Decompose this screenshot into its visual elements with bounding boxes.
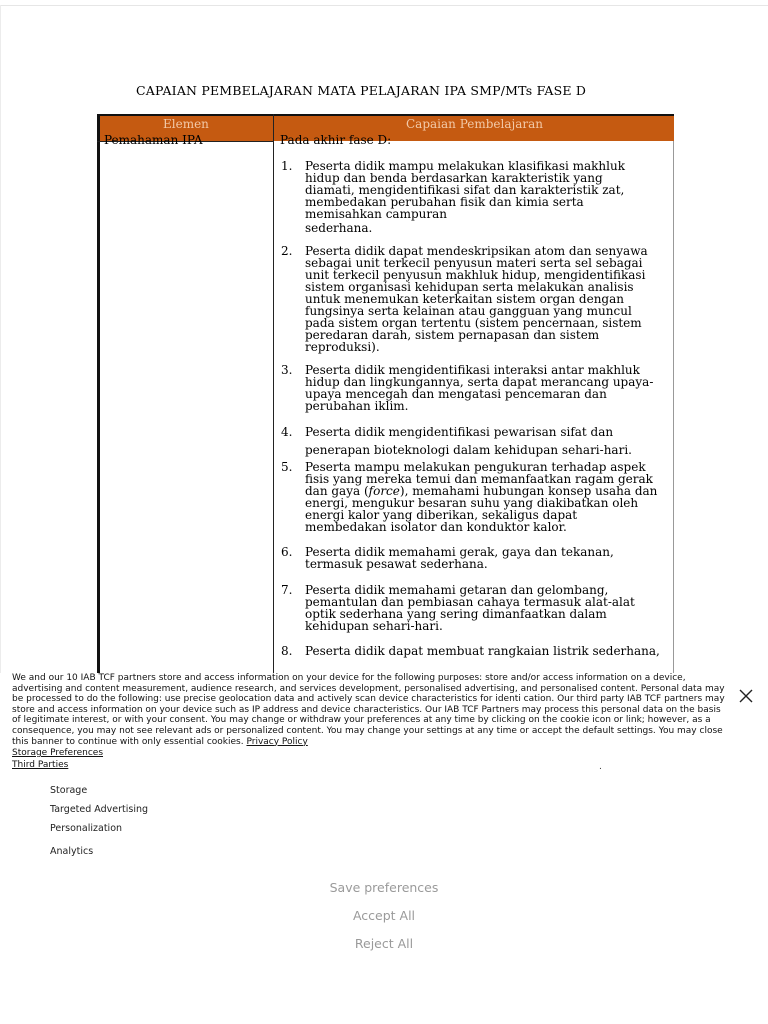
accept-all-button[interactable]: Accept All: [284, 907, 484, 924]
item-number: 2.: [281, 244, 293, 258]
table-left-border: [97, 114, 100, 674]
item-number: 1.: [281, 159, 293, 173]
item-number: 8.: [281, 644, 293, 658]
stray-dot: .: [599, 762, 602, 772]
header-elemen: Elemen: [163, 117, 209, 131]
item-text: sederhana.: [305, 221, 373, 235]
item-number: 5.: [281, 460, 293, 474]
cookie-consent-banner: [0, 673, 768, 1024]
item-number: 3.: [281, 363, 293, 377]
privacy-policy-link[interactable]: Privacy Policy: [246, 736, 308, 747]
intro-text: Pada akhir fase D:: [280, 133, 392, 147]
item-text: Peserta didik mengidentifikasi pewarisan sifat dan: [305, 425, 614, 439]
item-text: Peserta didik memahami gerak, gaya dan tekanan, termasuk pesawat sederhana.: [305, 545, 614, 571]
consent-body: We and our 10 IAB TCF partners store and access information on your device for the following purposes: store and/or access information on a device, advertising and content measurement, audience research, and services development, personalised advertising, and personalised content. Personal data may be processed to do the following: use precise geolocation data and actively scan device characteristics for identi cation. Our third party IAB TCF partners may store and access information on your device such as IP address and device characteristics. Our IAB TCF Partners may process this personal data on the basis of legitimate interest, or with your consent. You may change or withdraw your preferences at any time by clicking on the cookie icon or link; however, as a consequence, you may not see relevant ads or personalized content. You may change your settings at any time or accept the default settings. You may close this banner to continue with only essential cookies.: [12, 673, 725, 747]
item-number: 4.: [281, 425, 293, 439]
item-text: [305, 461, 673, 533]
pref-storage[interactable]: Storage: [50, 785, 88, 796]
item-number: 6.: [281, 545, 293, 559]
item-text-part: ), memahami hubungan konsep usaha dan energi, mengukur besaran suhu yang diakibatkan oleh energi kalor yang diberikan, sekaligus dapat membedakan isolator dan konduktor kalor.: [305, 484, 658, 534]
header-capaian: Capaian Pembelajaran: [406, 117, 543, 131]
item-text-italic: force: [368, 484, 400, 498]
item-number: 7.: [281, 583, 293, 597]
third-parties-link[interactable]: Third Parties: [12, 760, 69, 770]
item-text-part: Peserta mampu melakukan pengukuran terhadap aspek fisis yang mereka temui dan memanfaatkan ragam gerak dan gaya (: [305, 460, 653, 498]
pref-personalization[interactable]: Personalization: [50, 823, 123, 834]
pref-targeted-advertising[interactable]: Targeted Advertising: [50, 804, 149, 815]
item-text: Peserta didik memahami getaran dan gelombang, pemantulan dan pembiasan cahaya termasuk alat-alat optik sederhana yang sering dimanfaatkan dalam kehidupan sehari-hari.: [305, 583, 635, 633]
consent-message: [12, 673, 730, 747]
pref-analytics[interactable]: Analytics: [50, 846, 94, 857]
item-text: Peserta didik mampu melakukan klasifikasi makhluk hidup dan benda berdasarkan karakteristik yang diamati, mengidentifikasi sifat dan karakteristik zat, membedakan perubahan fisik dan kimia serta memisahkan campuran: [305, 159, 625, 221]
item-text: Peserta didik mengidentifikasi interaksi antar makhluk hidup dan lingkungannya, serta dapat merancang upaya- upaya mencegah dan mengatasi pencemaran dan perubahan iklim.: [305, 363, 654, 413]
item-text: penerapan bioteknologi dalam kehidupan sehari-hari.: [305, 443, 632, 457]
item-text: Peserta didik dapat membuat rangkaian listrik sederhana,: [305, 644, 660, 658]
storage-preferences-link[interactable]: Storage Preferences: [12, 748, 104, 758]
reject-all-button[interactable]: Reject All: [284, 935, 484, 952]
document-title: CAPAIAN PEMBELAJARAN MATA PELAJARAN IPA SMP/MTs FASE D: [136, 83, 587, 98]
item-text: Peserta didik dapat mendeskripsikan atom dan senyawa sebagai unit terkecil penyusun materi serta sel sebagai unit terkecil penyusun makhluk hidup, mengidentifikasi sistem organisasi kehidupan serta melakukan analisis untuk menemukan keterkaitan sistem organ dengan fungsinya serta kelainan atau gangguan yang muncul pada sistem organ tertentu (sistem pencernaan, sistem peredaran darah, sistem pernapasan dan sistem reproduksi).: [305, 244, 648, 354]
curriculum-table: [97, 114, 674, 674]
table-right-border: [673, 141, 674, 674]
page-top-border: [0, 5, 768, 6]
page-left-border: [0, 5, 1, 675]
table-column-divider: [273, 114, 274, 674]
close-icon[interactable]: [736, 686, 756, 706]
save-preferences-button[interactable]: Save preferences: [284, 879, 484, 896]
element-cell: Pemahaman IPA: [104, 133, 203, 147]
